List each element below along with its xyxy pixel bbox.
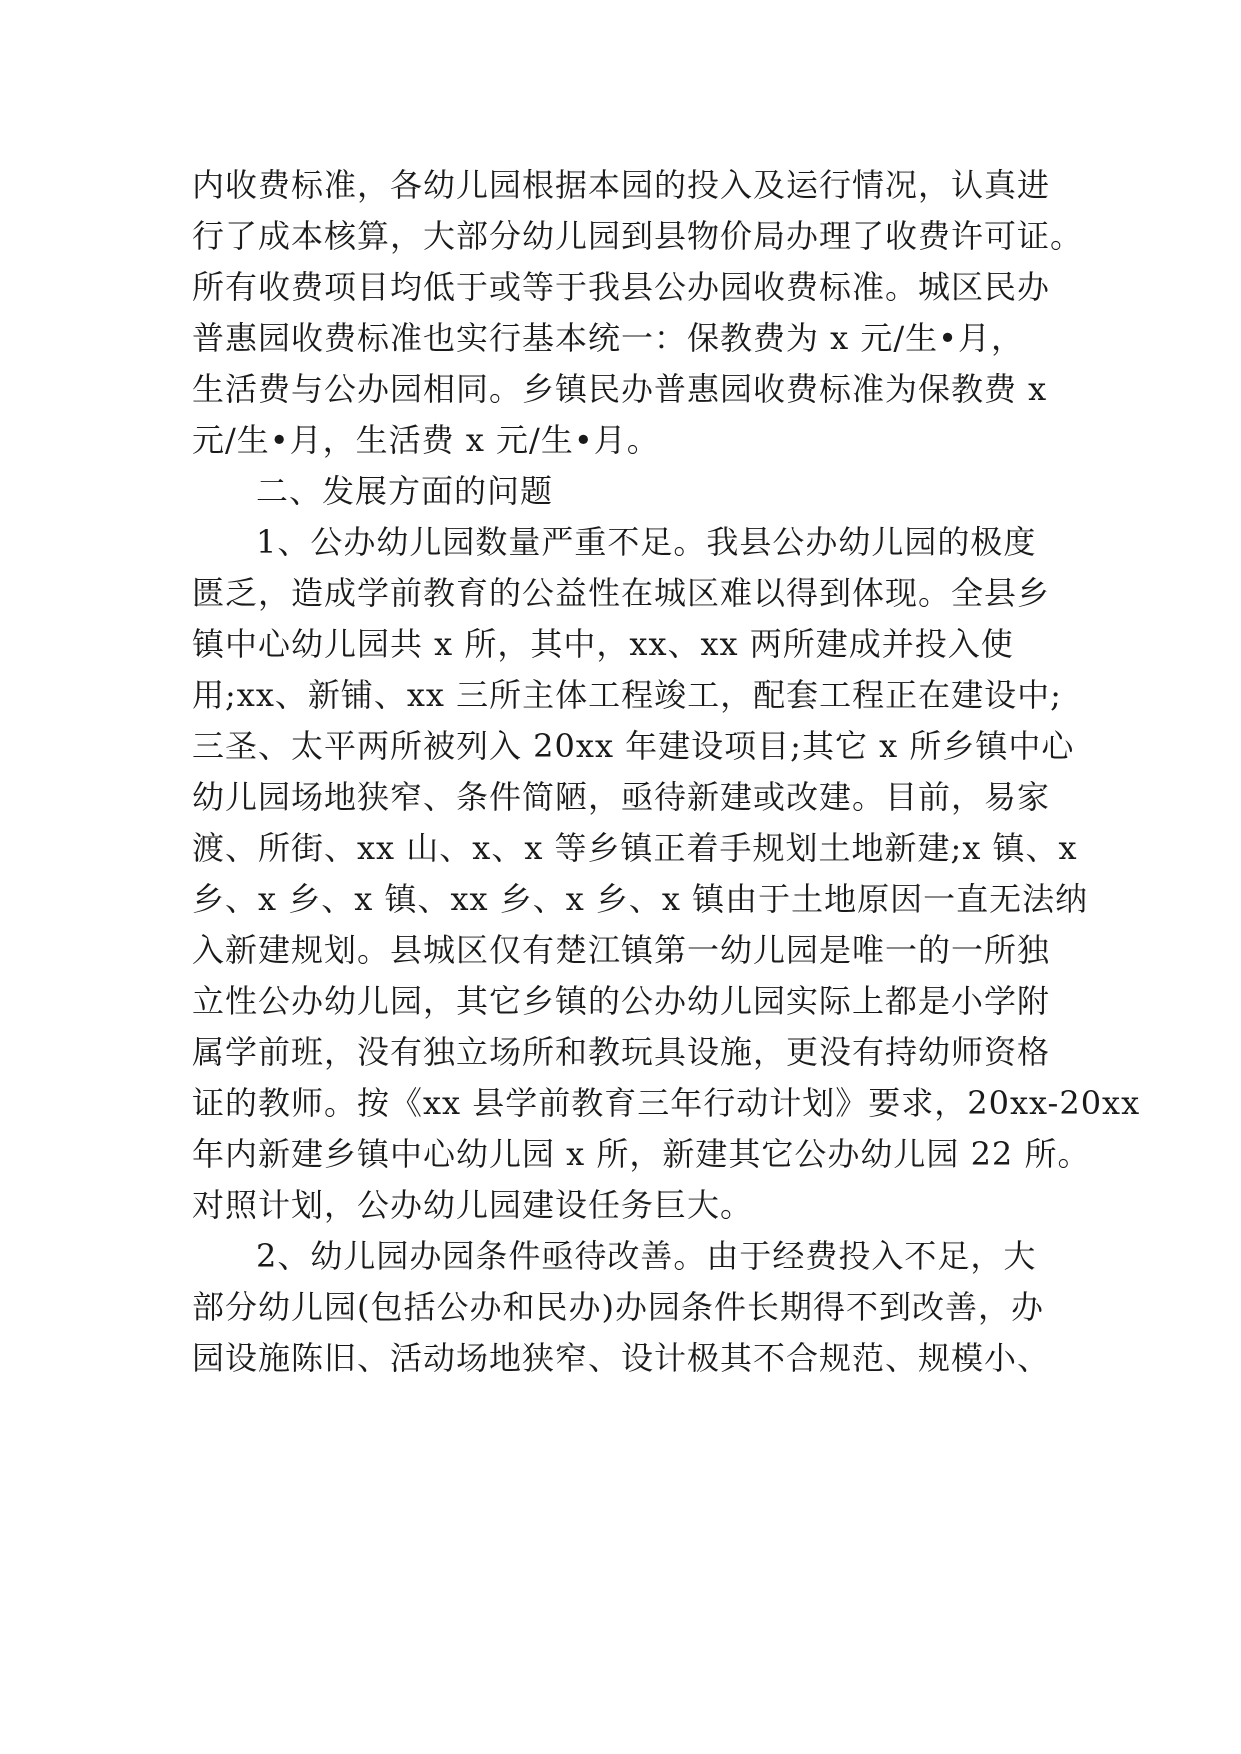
text-line: 立性公办幼儿园，其它乡镇的公办幼儿园实际上都是小学附 — [192, 982, 1051, 1020]
text-line: 渡、所街、xx 山、x、x 等乡镇正着手规划土地新建;x 镇、x — [192, 829, 1078, 867]
text-line: 证的教师。按《xx 县学前教育三年行动计划》要求，20xx-20xx — [192, 1084, 1141, 1122]
text-line: 乡、x 乡、x 镇、xx 乡、x 乡、x 镇由于土地原因一直无法纳 — [192, 880, 1089, 918]
text-line: 属学前班，没有独立场所和教玩具设施，更没有持幼师资格 — [192, 1033, 1051, 1071]
text-line: 元/生•月，生活费 x 元/生•月。 — [192, 421, 660, 459]
text-line: 入新建规划。县城区仅有楚江镇第一幼儿园是唯一的一所独 — [192, 931, 1051, 969]
text-line: 部分幼儿园(包括公办和民办)办园条件长期得不到改善，办 — [192, 1288, 1044, 1326]
text-line: 生活费与公办园相同。乡镇民办普惠园收费标准为保教费 x — [192, 370, 1048, 408]
text-line: 2、幼儿园办园条件亟待改善。由于经费投入不足，大 — [256, 1237, 1037, 1275]
text-line: 1、公办幼儿园数量严重不足。我县公办幼儿园的极度 — [256, 523, 1037, 561]
text-line: 二、发展方面的问题 — [256, 472, 554, 510]
text-line: 普惠园收费标准也实行基本统一：保教费为 x 元/生•月， — [192, 319, 1025, 357]
text-line: 幼儿园场地狭窄、条件简陋，亟待新建或改建。目前，易家 — [192, 778, 1051, 816]
body-text — [192, 160, 1141, 1384]
text-line: 内收费标准，各幼儿园根据本园的投入及运行情况，认真进 — [192, 166, 1051, 204]
text-line: 年内新建乡镇中心幼儿园 x 所，新建其它公办幼儿园 22 所。 — [192, 1135, 1091, 1173]
text-line: 对照计划，公办幼儿园建设任务巨大。 — [192, 1186, 754, 1224]
text-line: 镇中心幼儿园共 x 所，其中，xx、xx 两所建成并投入使 — [192, 625, 1014, 663]
text-line: 用;xx、新铺、xx 三所主体工程竣工，配套工程正在建设中; — [192, 676, 1062, 714]
text-line: 所有收费项目均低于或等于我县公办园收费标准。城区民办 — [192, 268, 1051, 306]
text-line: 匮乏，造成学前教育的公益性在城区难以得到体现。全县乡 — [192, 574, 1051, 612]
text-line: 行了成本核算，大部分幼儿园到县物价局办理了收费许可证。 — [192, 217, 1084, 255]
text-line: 园设施陈旧、活动场地狭窄、设计极其不合规范、规模小、 — [192, 1339, 1051, 1377]
text-line: 三圣、太平两所被列入 20xx 年建设项目;其它 x 所乡镇中心 — [192, 727, 1075, 765]
